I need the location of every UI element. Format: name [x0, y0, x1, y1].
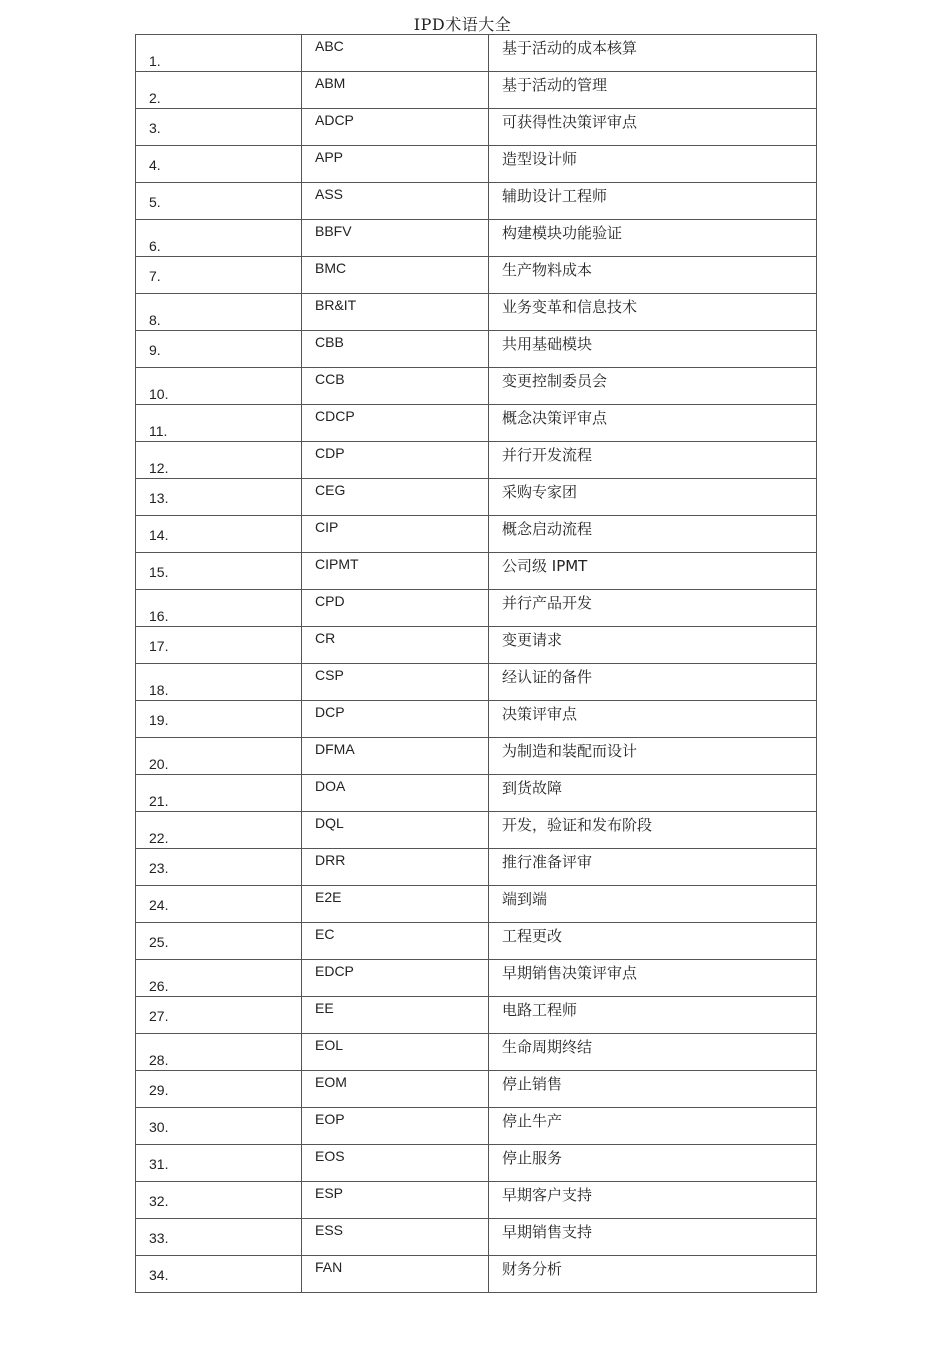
row-number-cell	[136, 553, 302, 590]
table-row	[136, 479, 817, 516]
row-number-cell	[136, 479, 302, 516]
row-number-cell	[136, 775, 302, 812]
abbreviation-cell	[302, 812, 489, 849]
term-definition: 工程更改	[502, 927, 563, 945]
term-cell	[489, 1071, 817, 1108]
table-row	[136, 627, 817, 664]
term-cell	[489, 331, 817, 368]
term-cell	[489, 405, 817, 442]
term-definition: 辅助设计工程师	[502, 187, 608, 205]
term-cell	[489, 923, 817, 960]
abbreviation: EE	[315, 1000, 334, 1016]
table-row	[136, 368, 817, 405]
term-definition: 生产物料成本	[502, 261, 593, 279]
abbreviation-cell	[302, 960, 489, 997]
abbreviation: CR	[315, 630, 336, 646]
term-definition: 可获得性决策评审点	[502, 113, 638, 131]
term-cell	[489, 368, 817, 405]
term-cell	[489, 442, 817, 479]
term-definition: 推行准备评审	[502, 853, 593, 871]
row-number-cell	[136, 1108, 302, 1145]
term-definition: 构建模块功能验证	[502, 224, 623, 242]
abbreviation: EOL	[315, 1037, 344, 1053]
abbreviation-cell	[302, 405, 489, 442]
abbreviation: ABM	[315, 75, 346, 91]
table-row	[136, 257, 817, 294]
abbreviation-cell	[302, 368, 489, 405]
row-number: 18.	[149, 682, 169, 698]
row-number-cell	[136, 1071, 302, 1108]
abbreviation: E2E	[315, 889, 342, 905]
row-number: 14.	[149, 527, 169, 543]
abbreviation: CBB	[315, 334, 344, 350]
term-cell	[489, 812, 817, 849]
row-number-cell	[136, 960, 302, 997]
term-definition: 业务变革和信息技术	[502, 298, 638, 316]
table-row	[136, 109, 817, 146]
term-cell	[489, 1108, 817, 1145]
abbreviation-cell	[302, 1034, 489, 1071]
term-cell	[489, 1034, 817, 1071]
abbreviation-cell	[302, 997, 489, 1034]
row-number: 17.	[149, 638, 169, 654]
abbreviation-cell	[302, 738, 489, 775]
row-number: 33.	[149, 1230, 169, 1246]
table-row	[136, 701, 817, 738]
row-number: 32.	[149, 1193, 169, 1209]
table-row	[136, 1108, 817, 1145]
term-cell	[489, 479, 817, 516]
abbreviation-cell	[302, 590, 489, 627]
row-number: 20.	[149, 756, 169, 772]
term-cell	[489, 886, 817, 923]
abbreviation-cell	[302, 35, 489, 72]
term-cell	[489, 960, 817, 997]
table-row	[136, 960, 817, 997]
table-row	[136, 923, 817, 960]
abbreviation-cell	[302, 886, 489, 923]
term-cell	[489, 72, 817, 109]
term-cell	[489, 627, 817, 664]
row-number: 26.	[149, 978, 169, 994]
row-number: 6.	[149, 238, 161, 254]
term-cell	[489, 590, 817, 627]
abbreviation: EDCP	[315, 963, 354, 979]
abbreviation-cell	[302, 331, 489, 368]
row-number: 24.	[149, 897, 169, 913]
row-number-cell	[136, 109, 302, 146]
abbreviation: ABC	[315, 38, 344, 54]
table-row	[136, 331, 817, 368]
term-definition: 财务分析	[502, 1260, 563, 1278]
row-number-cell	[136, 923, 302, 960]
table-row	[136, 664, 817, 701]
term-definition: 停止牛产	[502, 1112, 563, 1130]
term-definition: 停止销售	[502, 1075, 563, 1093]
abbreviation: APP	[315, 149, 344, 165]
abbreviation-cell	[302, 220, 489, 257]
row-number: 23.	[149, 860, 169, 876]
table-row	[136, 1256, 817, 1293]
abbreviation: DQL	[315, 815, 344, 831]
row-number: 27.	[149, 1008, 169, 1024]
table-row	[136, 849, 817, 886]
table-row	[136, 590, 817, 627]
row-number-cell	[136, 442, 302, 479]
term-definition: 电路工程师	[502, 1001, 578, 1019]
abbreviation: DCP	[315, 704, 345, 720]
abbreviation-cell	[302, 1145, 489, 1182]
table-row	[136, 775, 817, 812]
abbreviation: EOP	[315, 1111, 345, 1127]
row-number-cell	[136, 701, 302, 738]
term-cell	[489, 738, 817, 775]
abbreviation: EOS	[315, 1148, 345, 1164]
abbreviation-cell	[302, 72, 489, 109]
row-number: 10.	[149, 386, 169, 402]
row-number-cell	[136, 627, 302, 664]
table-row	[136, 35, 817, 72]
abbreviation: FAN	[315, 1259, 343, 1275]
glossary-rows	[136, 35, 817, 1293]
term-cell	[489, 257, 817, 294]
term-cell	[489, 146, 817, 183]
abbreviation-cell	[302, 553, 489, 590]
abbreviation-cell	[302, 1182, 489, 1219]
abbreviation-cell	[302, 775, 489, 812]
term-definition: 早期销售决策评审点	[502, 964, 638, 982]
row-number-cell	[136, 368, 302, 405]
row-number: 3.	[149, 120, 161, 136]
term-definition: 造型设计师	[502, 150, 578, 168]
row-number: 25.	[149, 934, 169, 950]
term-cell	[489, 1182, 817, 1219]
term-definition: 为制造和装配而设计	[502, 742, 638, 760]
abbreviation-cell	[302, 294, 489, 331]
row-number-cell	[136, 664, 302, 701]
abbreviation: CCB	[315, 371, 345, 387]
term-definition: 变更控制委员会	[502, 372, 608, 390]
abbreviation: DOA	[315, 778, 346, 794]
term-definition: 停止服务	[502, 1149, 563, 1167]
abbreviation: EC	[315, 926, 335, 942]
term-definition: 生命周期终结	[502, 1038, 593, 1056]
abbreviation: BR&IT	[315, 297, 357, 313]
table-row	[136, 442, 817, 479]
term-definition: 共用基础模块	[502, 335, 593, 353]
row-number: 19.	[149, 712, 169, 728]
abbreviation: DFMA	[315, 741, 355, 757]
abbreviation-cell	[302, 1256, 489, 1293]
row-number: 4.	[149, 157, 161, 173]
table-row	[136, 886, 817, 923]
row-number-cell	[136, 146, 302, 183]
row-number: 7.	[149, 268, 161, 284]
term-cell	[489, 109, 817, 146]
table-row	[136, 516, 817, 553]
term-cell	[489, 775, 817, 812]
term-cell	[489, 183, 817, 220]
term-cell	[489, 849, 817, 886]
term-definition: 公司级 IPMT	[502, 557, 588, 575]
abbreviation: ESP	[315, 1185, 344, 1201]
term-definition: 基于活动的管理	[502, 76, 608, 94]
term-definition: 概念启动流程	[502, 520, 593, 538]
term-definition: 概念决策评审点	[502, 409, 608, 427]
term-cell	[489, 664, 817, 701]
row-number: 9.	[149, 342, 161, 358]
term-cell	[489, 553, 817, 590]
term-definition: 决策评审点	[502, 705, 578, 723]
term-definition: 到货故障	[502, 779, 563, 797]
abbreviation: CDP	[315, 445, 345, 461]
abbreviation-cell	[302, 109, 489, 146]
row-number: 16.	[149, 608, 169, 624]
abbreviation-cell	[302, 183, 489, 220]
abbreviation-cell	[302, 442, 489, 479]
term-definition: 采购专家团	[502, 483, 578, 501]
row-number: 15.	[149, 564, 169, 580]
abbreviation: DRR	[315, 852, 346, 868]
abbreviation-cell	[302, 1071, 489, 1108]
row-number: 21.	[149, 793, 169, 809]
row-number: 5.	[149, 194, 161, 210]
term-cell	[489, 220, 817, 257]
abbreviation: ASS	[315, 186, 344, 202]
row-number-cell	[136, 590, 302, 627]
row-number-cell	[136, 35, 302, 72]
table-row	[136, 997, 817, 1034]
table-row	[136, 738, 817, 775]
abbreviation: CSP	[315, 667, 344, 683]
row-number-cell	[136, 1219, 302, 1256]
row-number-cell	[136, 812, 302, 849]
row-number: 22.	[149, 830, 169, 846]
table-row	[136, 146, 817, 183]
abbreviation: BBFV	[315, 223, 352, 239]
row-number: 31.	[149, 1156, 169, 1172]
term-cell	[489, 294, 817, 331]
row-number: 13.	[149, 490, 169, 506]
row-number-cell	[136, 257, 302, 294]
row-number: 34.	[149, 1267, 169, 1283]
abbreviation-cell	[302, 516, 489, 553]
term-definition: 并行开发流程	[502, 446, 593, 464]
term-definition: 早期客户支持	[502, 1186, 593, 1204]
abbreviation: BMC	[315, 260, 347, 276]
abbreviation: CIPMT	[315, 556, 359, 572]
table-row	[136, 1034, 817, 1071]
abbreviation: CPD	[315, 593, 345, 609]
abbreviation: ESS	[315, 1222, 344, 1238]
term-cell	[489, 701, 817, 738]
table-row	[136, 553, 817, 590]
term-definition: 开发，验证和发布阶段	[502, 816, 653, 834]
row-number: 1.	[149, 53, 161, 69]
abbreviation-cell	[302, 257, 489, 294]
row-number-cell	[136, 516, 302, 553]
abbreviation-cell	[302, 627, 489, 664]
table-row	[136, 405, 817, 442]
row-number-cell	[136, 1034, 302, 1071]
term-cell	[489, 1256, 817, 1293]
row-number: 8.	[149, 312, 161, 328]
abbreviation: CEG	[315, 482, 346, 498]
term-cell	[489, 35, 817, 72]
term-definition: 早期销售支持	[502, 1223, 593, 1241]
abbreviation-cell	[302, 849, 489, 886]
table-row	[136, 1071, 817, 1108]
table-row	[136, 294, 817, 331]
term-definition: 变更请求	[502, 631, 563, 649]
abbreviation-cell	[302, 479, 489, 516]
term-cell	[489, 1145, 817, 1182]
table-row	[136, 812, 817, 849]
row-number: 30.	[149, 1119, 169, 1135]
abbreviation-cell	[302, 1108, 489, 1145]
row-number: 29.	[149, 1082, 169, 1098]
table-row	[136, 1145, 817, 1182]
table-row	[136, 220, 817, 257]
row-number-cell	[136, 1145, 302, 1182]
table-row	[136, 1182, 817, 1219]
row-number-cell	[136, 886, 302, 923]
row-number: 12.	[149, 460, 169, 476]
row-number-cell	[136, 1256, 302, 1293]
abbreviation-cell	[302, 664, 489, 701]
abbreviation: CIP	[315, 519, 339, 535]
row-number-cell	[136, 997, 302, 1034]
term-cell	[489, 997, 817, 1034]
term-cell	[489, 1219, 817, 1256]
term-cell	[489, 516, 817, 553]
row-number-cell	[136, 1182, 302, 1219]
table-row	[136, 1219, 817, 1256]
row-number-cell	[136, 405, 302, 442]
row-number-cell	[136, 294, 302, 331]
row-number-cell	[136, 738, 302, 775]
row-number-cell	[136, 183, 302, 220]
row-number-cell	[136, 72, 302, 109]
row-number-cell	[136, 220, 302, 257]
term-definition: 基于活动的成本核算	[502, 39, 638, 57]
term-definition: 端到端	[502, 890, 548, 908]
term-definition: 经认证的备件	[502, 668, 593, 686]
term-definition: 并行产品开发	[502, 594, 593, 612]
abbreviation: CDCP	[315, 408, 355, 424]
abbreviation: EOM	[315, 1074, 347, 1090]
abbreviation-cell	[302, 146, 489, 183]
abbreviation-cell	[302, 923, 489, 960]
table-row	[136, 72, 817, 109]
abbreviation: ADCP	[315, 112, 354, 128]
row-number-cell	[136, 849, 302, 886]
abbreviation-cell	[302, 1219, 489, 1256]
row-number: 2.	[149, 90, 161, 106]
row-number-cell	[136, 331, 302, 368]
row-number: 28.	[149, 1052, 169, 1068]
document-title: IPD术语大全	[413, 15, 512, 34]
table-row	[136, 183, 817, 220]
row-number: 11.	[149, 423, 168, 439]
glossary-table	[135, 34, 817, 1293]
abbreviation-cell	[302, 701, 489, 738]
